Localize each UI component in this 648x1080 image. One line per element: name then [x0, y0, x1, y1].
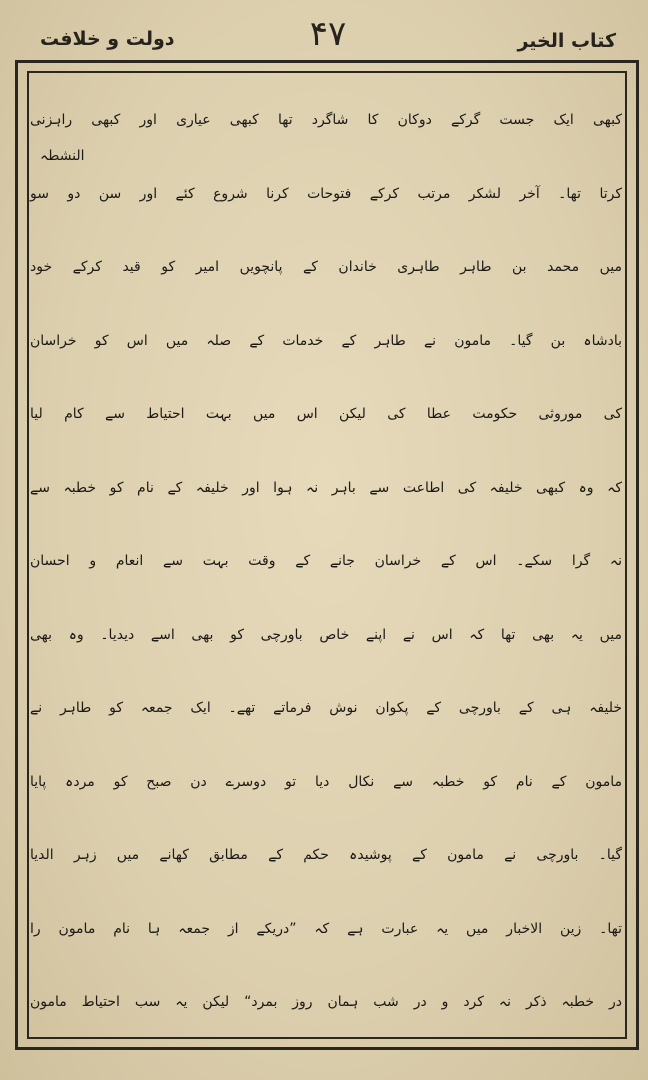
text-line: نہ گرا سکے۔ اس کے خراسان جانے کے وقت بہت سے انعام و احسان: [30, 553, 622, 569]
text-line: کرتا تھا۔ آخر لشکر مرتب کرکے فتوحات کرنا شروع کئے اور سن دو سو: [30, 185, 622, 202]
text-line: تھا۔ زین الاخبار میں یہ عبارت ہے کہ ”دریکے از جمعہ ہا نام مامون را: [30, 920, 622, 937]
text-line: میں محمد بن طاہر طاہری خاندان کے پانچویں امیر کو قید کرکے خود: [30, 259, 622, 275]
text-line: گیا۔ باورچی نے مامون کے پوشیدہ حکم کے مطابق کھانے میں زہر الدیا: [30, 847, 622, 863]
text-line: میں یہ بھی تھا کہ اس نے اپنے خاص باورچی کو بھی اسے دیدیا۔ وہ بھی: [30, 626, 622, 643]
margin-note: النشطہ: [40, 148, 85, 164]
page-header: [30, 14, 626, 62]
text-line: کی موروثی حکومت عطا کی لیکن اس میں بہت احتیاط سے کام لیا: [30, 406, 622, 422]
running-title-right: کتاب الخیر: [517, 30, 616, 52]
text-line: بادشاہ بن گیا۔ مامون نے طاہر کے خدمات کے صلہ میں اس کو خراسان: [30, 332, 622, 349]
text-line: مامون کے نام کو خطبہ سے نکال دیا تو دوسرے دن صبح کو مردہ پایا: [30, 773, 622, 790]
text-line: کبھی ایک جست گرکے دوکان کا شاگرد تھا کبھی عیاری اور کبھی راہزنی: [30, 112, 622, 128]
page-number: ۴۷: [309, 14, 347, 54]
text-line: خلیفہ ہی کے باورچی کے پکوان نوش فرماتے تھے۔ ایک جمعہ کو طاہر نے: [30, 700, 622, 716]
text-line: کہ وہ کبھی خلیفہ کی اطاعت سے باہر نہ ہوا اور خلیفہ کے نام کو خطبہ سے: [30, 479, 622, 496]
running-title-left: دولت و خلافت: [40, 28, 175, 50]
body-text: [30, 84, 622, 1040]
text-line: در خطبہ ذکر نہ کرد و در شب ہمان روز بمرد“ لیکن یہ سب احتیاط مامون: [30, 994, 622, 1010]
